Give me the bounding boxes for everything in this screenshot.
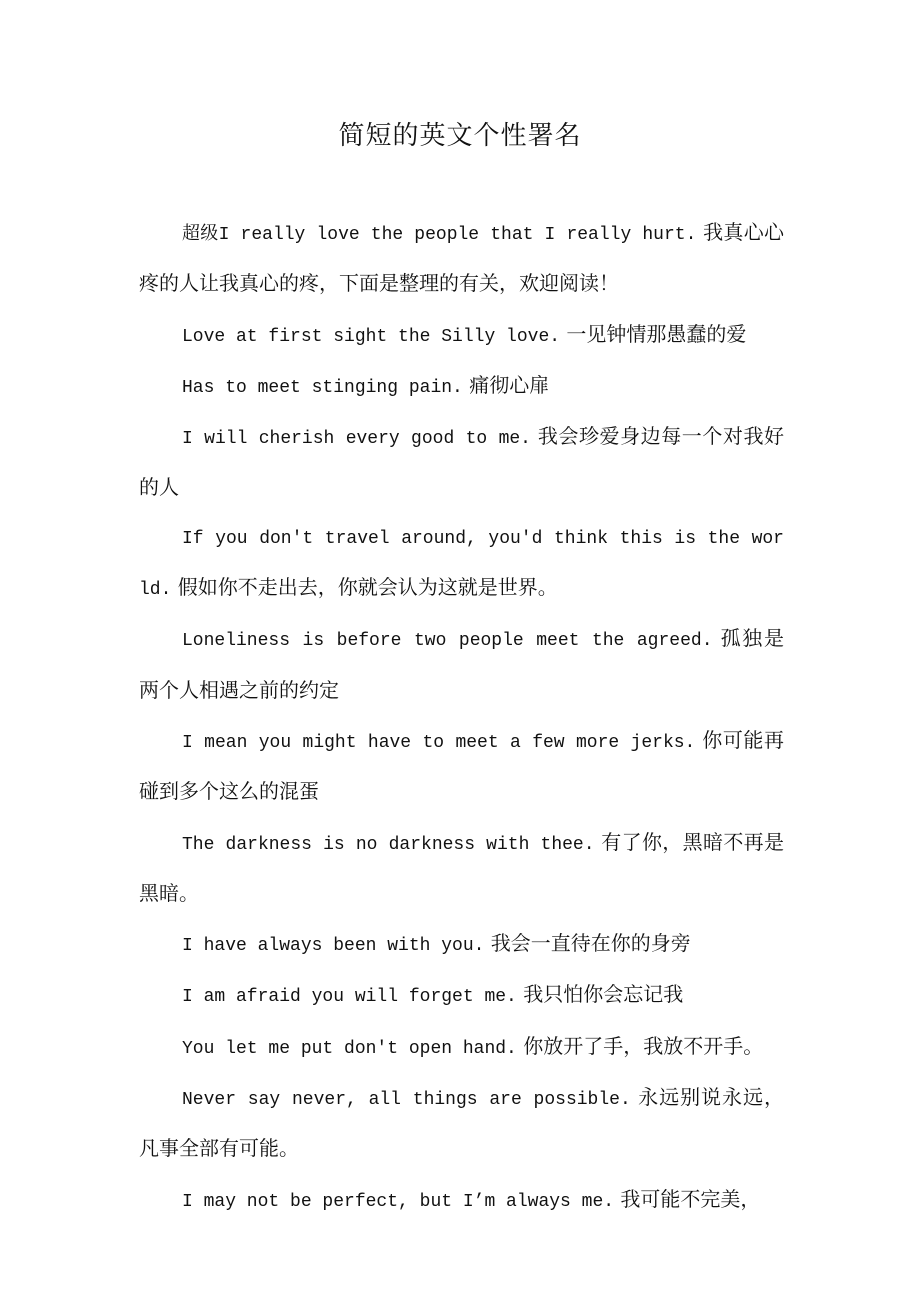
paragraph-chinese: 我真心心疼的人让我真心的疼，下面是整理的有关，欢迎阅读！ xyxy=(139,220,785,296)
paragraph-english: 超级I really love the people that I really hurt. xyxy=(182,225,697,245)
paragraph xyxy=(139,919,784,970)
paragraph xyxy=(139,1022,784,1073)
paragraph xyxy=(139,361,784,412)
page-title: 简短的英文个性署名 xyxy=(338,121,582,151)
paragraph-chinese: 我会珍爱身边每一个对我好的人 xyxy=(139,424,784,500)
paragraph xyxy=(139,614,784,716)
paragraph xyxy=(139,1073,784,1175)
paragraph-english: Loneliness is before two people meet the agreed. xyxy=(182,631,713,652)
paragraph-chinese: 我会一直待在你的身旁 xyxy=(484,931,691,956)
paragraph-chinese: 有了你，黑暗不再是黑暗。 xyxy=(139,829,785,905)
paragraph-english: Love at first sight the Silly love. xyxy=(182,326,561,347)
paragraph xyxy=(139,970,784,1021)
paragraph-english: If you don't travel around, you'd think this is the world. xyxy=(139,528,784,601)
paragraph xyxy=(139,716,784,818)
paragraph-english: I may not be perfect, but I’m always me. xyxy=(182,1191,615,1212)
paragraph-chinese: 我可能不完美， xyxy=(614,1186,761,1211)
paragraph-english: I will cherish every good to me. xyxy=(182,429,531,450)
paragraph xyxy=(139,818,784,920)
paragraph-chinese: 假如你不走出去，你就会认为这就是世界。 xyxy=(171,575,558,600)
paragraph-chinese: 你可能再碰到多个这么的混蛋 xyxy=(139,727,785,804)
paragraph-chinese: 我只怕你会忘记我 xyxy=(516,982,684,1007)
paragraph xyxy=(139,1175,784,1226)
paragraph-english: The darkness is no darkness with thee. xyxy=(182,834,595,855)
paragraph-english: Never say never, all things are possible. xyxy=(182,1090,631,1111)
paragraph-english: You let me put don't open hand. xyxy=(182,1038,517,1059)
paragraph-chinese: 永远别说永远，凡事全部有可能。 xyxy=(139,1085,784,1161)
paragraph-english: I have always been with you. xyxy=(182,936,485,957)
paragraph xyxy=(139,514,784,615)
paragraph-chinese: 你放开了手，我放不开手。 xyxy=(516,1033,764,1058)
paragraph-english: I mean you might have to meet a few more jerks. xyxy=(182,732,696,753)
paragraph xyxy=(139,412,784,514)
document-body xyxy=(139,208,784,1226)
paragraph xyxy=(139,310,784,361)
paragraph-chinese: 一见钟情那愚蠢的爱 xyxy=(560,321,747,346)
paragraph-english: I am afraid you will forget me. xyxy=(182,987,517,1008)
paragraph-chinese: 孤独是两个人相遇之前的约定 xyxy=(139,626,785,702)
paragraph xyxy=(139,208,784,310)
paragraph-chinese: 痛彻心扉 xyxy=(462,372,550,397)
paragraph-english: Has to meet stinging pain. xyxy=(182,377,463,398)
